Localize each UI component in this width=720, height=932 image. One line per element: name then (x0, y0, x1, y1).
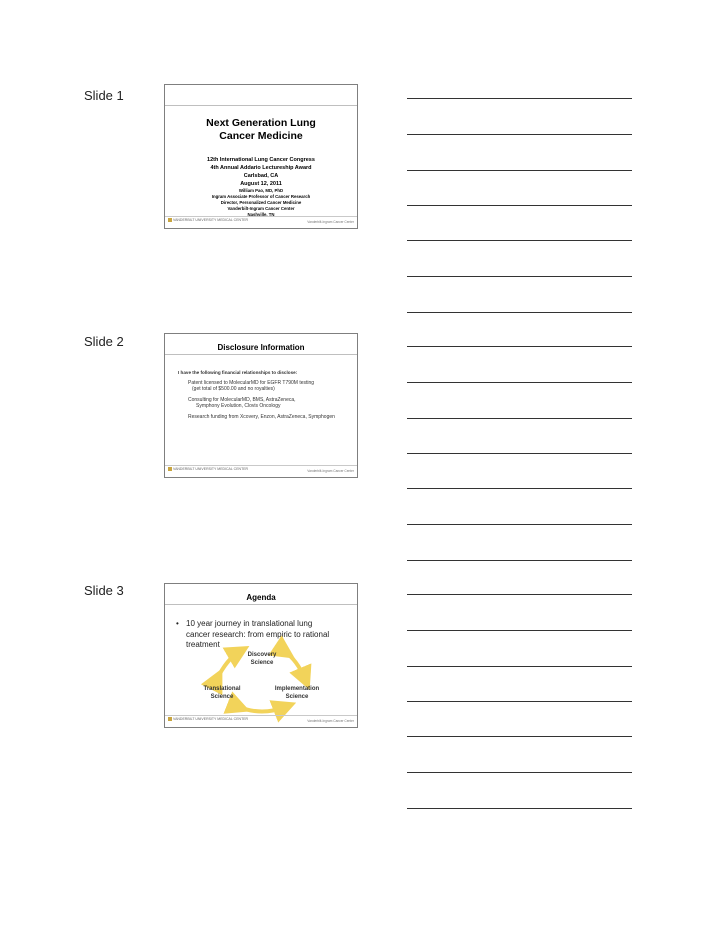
slide-1-label: Slide 1 (84, 88, 124, 103)
note-line (407, 134, 632, 135)
footer-logo-text: VANDERBILT UNIVERSITY MEDICAL CENTER (173, 218, 249, 222)
slide-3-bullet-marker: • (176, 619, 179, 628)
slide-1-line-position: Ingram Associate Professor of Cancer Research (211, 194, 311, 199)
slide-3-thumbnail (164, 583, 358, 728)
slide-2-label: Slide 2 (84, 334, 124, 349)
slide-2-item-research: Research funding from Xcovery, Enzon, AstraZeneca, Symphogen (188, 414, 335, 420)
note-line (407, 666, 632, 667)
note-line (407, 346, 632, 347)
cycle-arrow-bottom (239, 707, 285, 712)
slide-1-line-center: Vanderbilt-Ingram Cancer Center (227, 206, 295, 211)
cycle-node-text: Implementation (274, 686, 320, 692)
note-line (407, 205, 632, 206)
note-line (407, 453, 632, 454)
slide-3-label: Slide 3 (84, 583, 124, 598)
slide-header-band (165, 85, 357, 106)
footer-right-text: Vanderbilt-Ingram Cancer Center (307, 719, 354, 723)
cycle-node-text: Discovery (247, 652, 277, 658)
cycle-node-implementation (266, 685, 328, 701)
slide-footer (165, 216, 357, 228)
note-line (407, 312, 632, 313)
slide-3-title: Agenda (246, 593, 276, 602)
vanderbilt-logo (168, 218, 248, 222)
cycle-node-text: Translational (203, 686, 241, 692)
slide-2-item-patent: Patent licensed to MolecularMD for EGFR T790M testing (188, 380, 315, 386)
bullet-line: treatment (186, 640, 220, 649)
cycle-node-text: Science (250, 660, 274, 666)
slide-2-item-consulting-cont: Symphony Evolution, Clovis Oncology (196, 403, 281, 409)
oak-leaf-icon (168, 717, 172, 721)
footer-logo-text: VANDERBILT UNIVERSITY MEDICAL CENTER (173, 467, 249, 471)
bullet-line: cancer research: from empiric to rational (186, 629, 330, 639)
slide-2-item-consulting: Consulting for MolecularMD, BMS, AstraZeneca, (188, 397, 296, 403)
slide-2-item-patent-note: (get total of $500.00 and no royalties) (192, 386, 275, 392)
note-line (407, 418, 632, 419)
slide-footer (165, 715, 357, 727)
slide-1-line-location: Carlsbad, CA (243, 173, 279, 179)
bullet-line: 10 year journey in translational lung (186, 619, 313, 628)
note-line (407, 98, 632, 99)
note-line (407, 240, 632, 241)
footer-right-text: Vanderbilt-Ingram Cancer Center (307, 469, 354, 473)
note-line (407, 524, 632, 525)
slide-1-line-city: Nashville, TN (247, 212, 275, 217)
slide-1-line-speaker: William Pao, MD, PhD (238, 188, 284, 193)
slide-1-line-date: August 12, 2011 (240, 181, 282, 187)
slide-2-thumbnail (164, 333, 358, 478)
slide-2-intro: I have the following financial relationships to disclose: (178, 370, 298, 375)
note-line (407, 382, 632, 383)
note-line (407, 701, 632, 702)
slide-1-line-congress: 12th International Lung Cancer Congress (207, 157, 315, 163)
cycle-node-translational (192, 685, 252, 701)
note-line (407, 630, 632, 631)
vanderbilt-logo (168, 717, 248, 721)
cycle-node-discovery (235, 651, 289, 667)
slide-1-line-award: 4th Annual Addario Lectureship Award (210, 165, 312, 171)
slide-footer (165, 465, 357, 477)
note-line (407, 276, 632, 277)
note-line (407, 488, 632, 489)
footer-logo-text: VANDERBILT UNIVERSITY MEDICAL CENTER (173, 717, 249, 721)
oak-leaf-icon (168, 467, 172, 471)
note-line (407, 560, 632, 561)
note-line (407, 170, 632, 171)
slide-1-title-text: Next Generation Lung Cancer Medicine (206, 117, 316, 142)
cycle-node-text: Science (210, 694, 234, 700)
footer-right-text: Vanderbilt-Ingram Cancer Center (307, 220, 354, 224)
slide-2-title: Disclosure Information (217, 343, 305, 352)
slide-1-thumbnail (164, 84, 358, 229)
vanderbilt-logo (168, 467, 248, 471)
cycle-node-text: Science (285, 694, 309, 700)
slide-1-line-director: Director, Personalized Cancer Medicine (220, 200, 302, 205)
note-line (407, 808, 632, 809)
note-line (407, 594, 632, 595)
slide-1-title (165, 117, 357, 143)
note-line (407, 772, 632, 773)
oak-leaf-icon (168, 218, 172, 222)
note-line (407, 736, 632, 737)
